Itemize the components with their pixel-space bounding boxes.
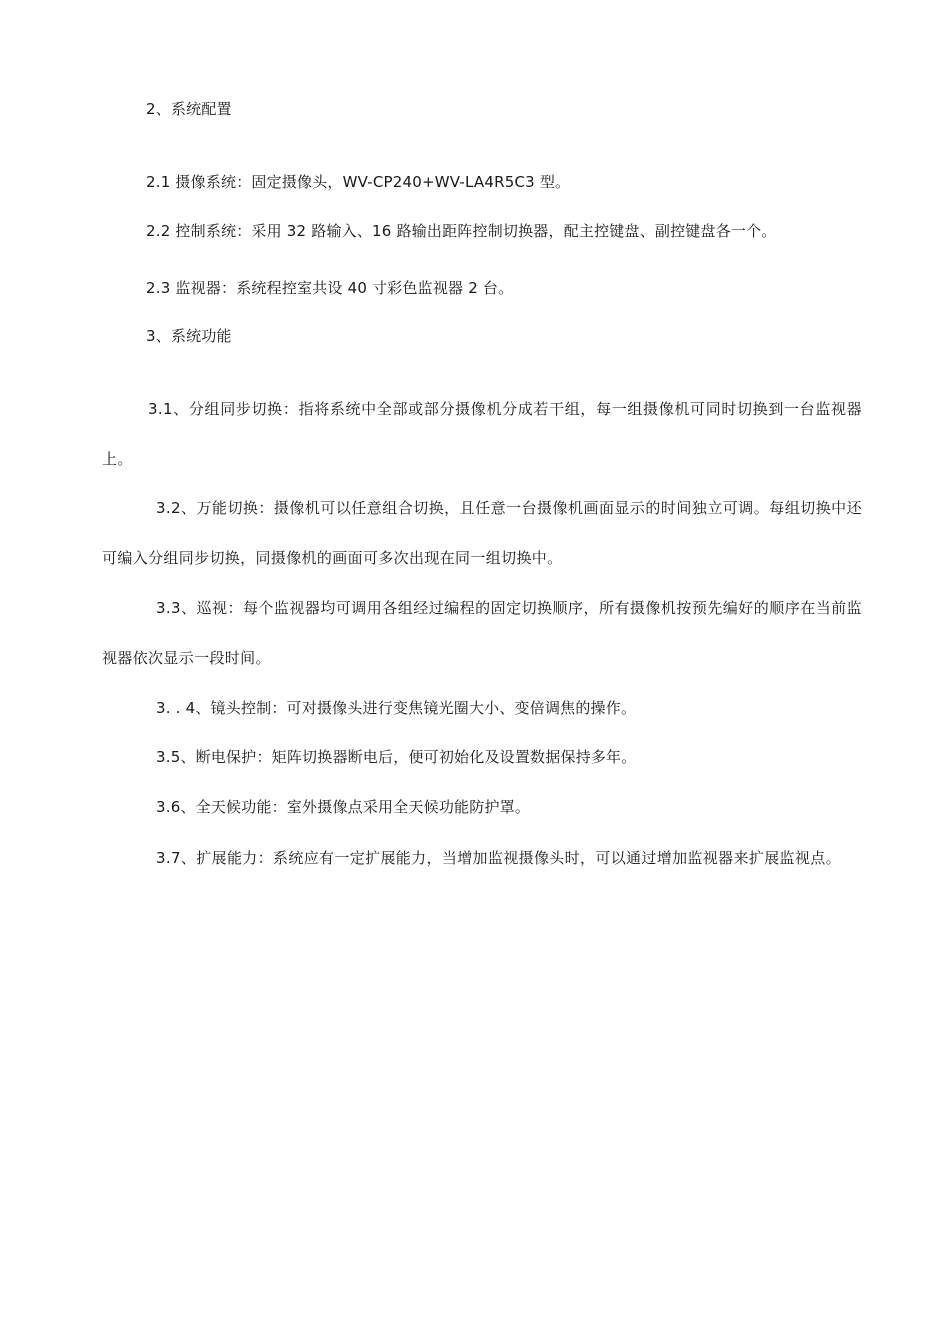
paragraph-camera-system: 2.1 摄像系统：固定摄像头，WV-CP240+WV-LA4R5C3 型。 (146, 173, 571, 191)
section-heading-system-config: 2、系统配置 (146, 100, 232, 118)
paragraph-monitor: 2.3 监视器：系统程控室共设 40 寸彩色监视器 2 台。 (146, 279, 514, 297)
paragraph-power-off-protection: 3.5、断电保护：矩阵切换器断电后，便可初始化及设置数据保持多年。 (156, 748, 637, 766)
paragraph-expansion: 3.7、扩展能力：系统应有一定扩展能力，当增加监视摄像头时，可以通过增加监视器来扩展监视点。 (156, 849, 841, 867)
paragraph-control-system: 2.2 控制系统：采用 32 路输入、16 路输出距阵控制切换器，配主控键盘、副控键盘各一个。 (146, 222, 777, 240)
paragraph-lens-control: 3. . 4、镜头控制：可对摄像头进行变焦镜光圈大小、变倍调焦的操作。 (156, 699, 637, 717)
paragraph-all-weather: 3.6、全天候功能：室外摄像点采用全天候功能防护罩。 (156, 798, 531, 816)
paragraph-patrol: 3.3、巡视：每个监视器均可调用各组经过编程的固定切换顺序，所有摄像机按预先编好的顺序在当前监视器依次显示一段时间。 (102, 599, 862, 667)
paragraph-group-sync-switch: 3.1、分组同步切换：指将系统中全部或部分摄像机分成若干组，每一组摄像机可同时切换到一台监视器上。 (102, 400, 862, 468)
section-heading-system-functions: 3、系统功能 (146, 327, 232, 345)
paragraph-universal-switch: 3.2、万能切换：摄像机可以任意组合切换，且任意一台摄像机画面显示的时间独立可调。每组切换中还可编入分组同步切换，同摄像机的画面可多次出现在同一组切换中。 (102, 499, 862, 567)
